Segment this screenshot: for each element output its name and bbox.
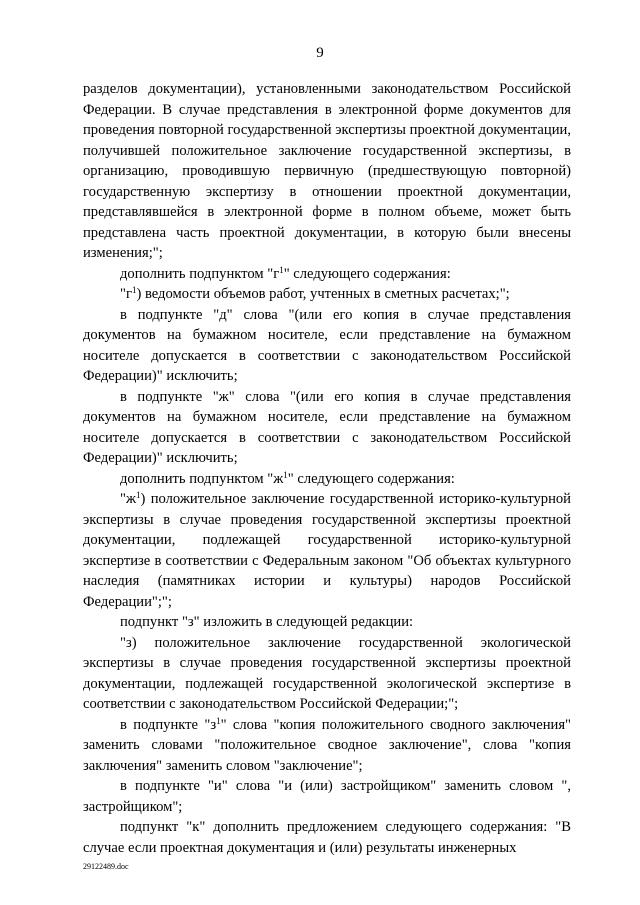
superscript: 1 <box>216 715 221 726</box>
text-run: дополнить подпунктом "ж <box>120 470 284 487</box>
paragraph-p8 <box>83 612 571 633</box>
text-run: "г <box>120 286 132 302</box>
text-run: в подпункте "и" слова "и (или) застройщиком" заменить словом ", застройщиком"; <box>83 778 571 815</box>
text-run: ) положительное заключение государственной историко-культурной экспертизы в случае проведения государственной экспертизы проектной документации, подлежащей государственной историко-культурной экспертизе в соответствии с Федеральным законом "Об объектах культурного наследия (памятниках истории и культуры) народов Российской Федерации";"; <box>83 491 571 610</box>
text-run: " слова "копия положительного сводного заключения" заменить словами "положительное сводное заключение", слова "копия заключения" заменить словом "заключение"; <box>83 716 571 774</box>
document-body <box>83 79 571 858</box>
text-run: "з) положительное заключение государственной экологической экспертизы в случае проведения государственной экспертизы проектной документации, подлежащей государственной экологической экспертизе в соответствии с законодательством Российской Федерации;"; <box>83 634 571 712</box>
paragraph-p10 <box>83 715 571 777</box>
document-code: 29122489.doc <box>83 862 129 871</box>
page-number: 9 <box>316 45 324 61</box>
text-run: " следующего содержания: <box>287 470 455 487</box>
paragraph-p12 <box>83 817 571 858</box>
superscript: 1 <box>136 490 141 500</box>
text-run: дополнить подпунктом "г <box>120 265 280 282</box>
text-run: в подпункте "з <box>120 716 217 733</box>
text-run: разделов документации), установленными законодательством Российской Федерации. В случае представления в электронной форме документов для проведения повторной государственной экспертизы проектной документации, получившей положительное заключение государственной экспертизы, в организацию, проводившую первичную (предшествующую повторной) государственную экспертизу в отношении проектной документации, представлявшейся в электронной форме в полном объеме, может быть представлена часть проектной документации, в которую были внесены изменения;"; <box>83 81 571 261</box>
paragraph-p6 <box>83 469 571 490</box>
text-run: ) ведомости объемов работ, учтенных в сметных расчетах;"; <box>136 286 510 302</box>
superscript: 1 <box>131 285 137 295</box>
text-run: подпункт "к" дополнить предложением следующего содержания: "В случае если проектная документация и (или) результаты инженерных <box>83 819 571 856</box>
text-run: " следующего содержания: <box>283 265 451 282</box>
superscript: 1 <box>283 469 288 480</box>
superscript: 1 <box>279 264 284 275</box>
paragraph-p7 <box>83 489 571 612</box>
text-run: подпункт "з" изложить в следующей редакции: <box>120 614 414 630</box>
text-run: "ж <box>120 491 137 507</box>
paragraph-p5 <box>83 387 571 469</box>
paragraph-p3 <box>83 284 571 305</box>
paragraph-p1 <box>83 79 571 264</box>
paragraph-p2 <box>83 264 571 285</box>
paragraph-p11 <box>83 776 571 817</box>
paragraph-p4 <box>83 305 571 387</box>
text-run: в подпункте "ж" слова "(или его копия в случае представления документов на бумажном носителе, если представление на бумажном носителе допускается в соответствии с законодательством Российской Федерации)" исключить; <box>83 388 571 466</box>
text-run: в подпункте "д" слова "(или его копия в случае представления документов на бумажном носителе, если представление на бумажном носителе допускается в соответствии с законодательством Российской Федерации)" исключить; <box>83 306 571 384</box>
paragraph-p9 <box>83 633 571 715</box>
